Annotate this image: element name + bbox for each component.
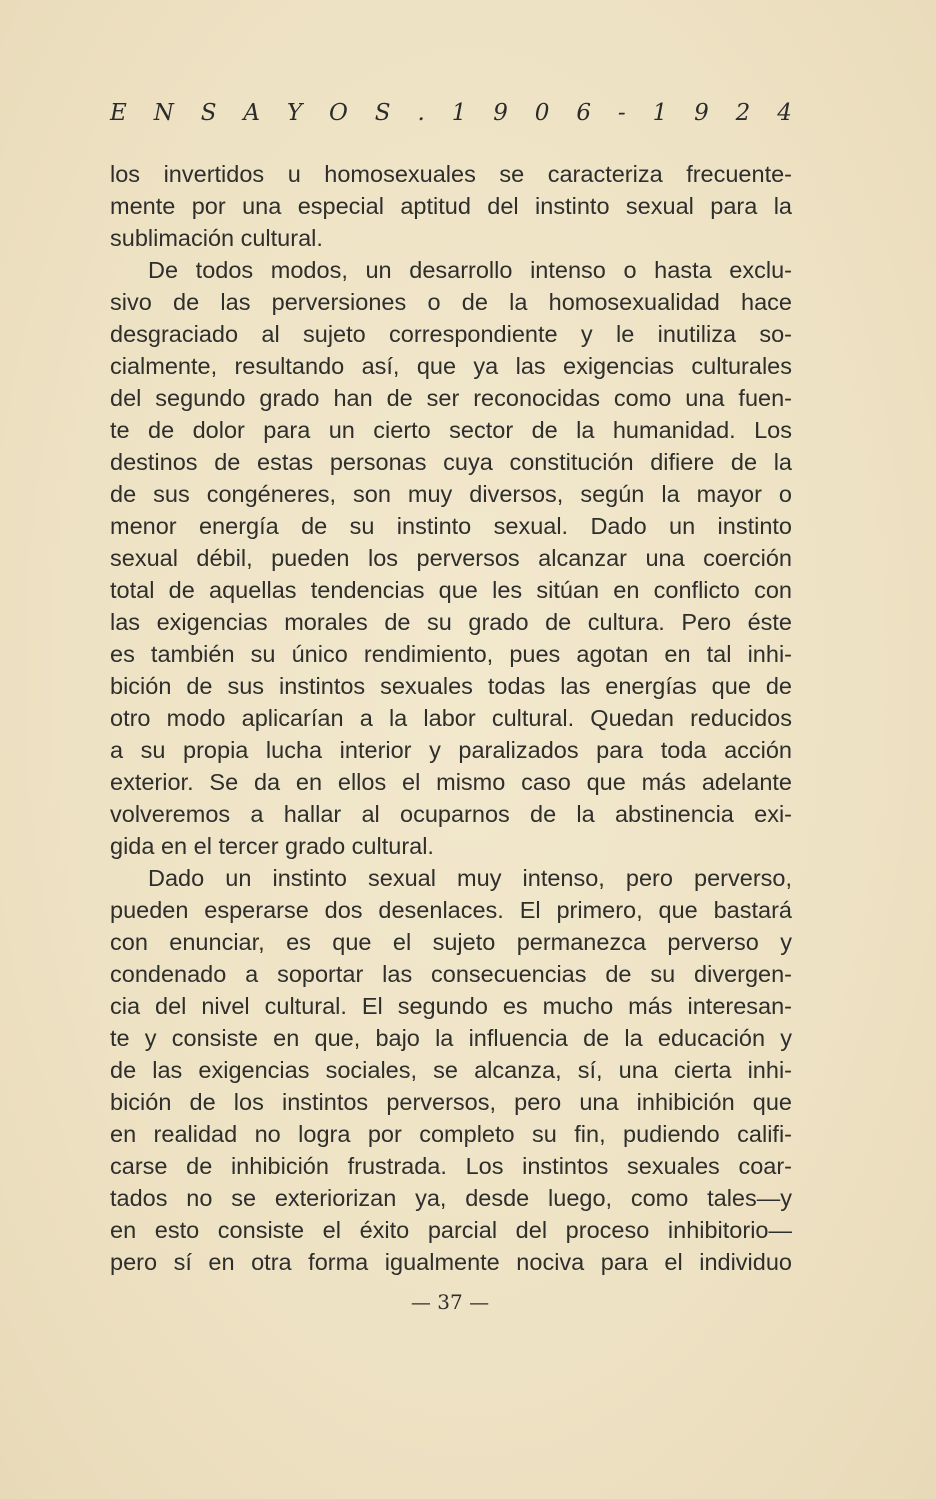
running-head-char: S xyxy=(374,100,391,126)
paragraph xyxy=(110,158,792,254)
running-head-char: 9 xyxy=(694,100,709,126)
text-line: otro modo aplicarían a la labor cultural. Quedan reducidos xyxy=(110,705,792,731)
running-head-char: 4 xyxy=(777,100,792,126)
running-head-char: Y xyxy=(286,100,303,126)
running-head-char: S xyxy=(200,100,217,126)
text-line: total de aquellas tendencias que les sitúan en conflicto con xyxy=(110,577,792,603)
text-line: destinos de estas personas cuya constitución difiere de la xyxy=(110,449,792,475)
text-line: desgraciado al sujeto correspondiente y le inutiliza so- xyxy=(110,321,792,347)
running-head-char: E xyxy=(110,100,127,126)
running-head-char: 0 xyxy=(534,100,550,126)
running-head-char: N xyxy=(153,100,174,126)
body-text xyxy=(110,158,792,1278)
text-line: exterior. Se da en ellos el mismo caso que más adelante xyxy=(110,769,792,795)
text-line: carse de inhibición frustrada. Los instintos sexuales coar- xyxy=(110,1153,792,1179)
text-line: mente por una especial aptitud del instinto sexual para la xyxy=(110,193,792,219)
text-line: condenado a soportar las consecuencias de su divergen- xyxy=(110,961,792,987)
text-line: a su propia lucha interior y paralizados para toda acción xyxy=(110,737,792,763)
text-line: cialmente, resultando así, que ya las exigencias culturales xyxy=(110,353,792,379)
text-line: es también su único rendimiento, pues agotan en tal inhi- xyxy=(110,641,792,667)
text-line: menor energía de su instinto sexual. Dado un instinto xyxy=(110,513,792,539)
text-line: en realidad no logra por completo su fin, pudiendo califi- xyxy=(110,1121,792,1147)
text-line: sublimación cultural. xyxy=(110,225,323,251)
text-line: sivo de las perversiones o de la homosexualidad hace xyxy=(110,289,792,315)
text-line: cia del nivel cultural. El segundo es mucho más interesan- xyxy=(110,993,792,1019)
running-head-char: 2 xyxy=(735,100,751,126)
text-line: pueden esperarse dos desenlaces. El primero, que bastará xyxy=(110,897,792,923)
text-line: los invertidos u homosexuales se caracteriza frecuente- xyxy=(110,161,792,187)
text-line: pero sí en otra forma igualmente nociva para el individuo xyxy=(110,1249,792,1275)
running-head-char: 6 xyxy=(576,100,591,126)
text-line: volveremos a hallar al ocuparnos de la abstinencia exi- xyxy=(110,801,792,827)
text-line: gida en el tercer grado cultural. xyxy=(110,833,434,859)
text-line: Dado un instinto sexual muy intenso, pero perverso, xyxy=(148,865,792,891)
text-line: sexual débil, pueden los perversos alcanzar una coerción xyxy=(110,545,792,571)
text-line: te de dolor para un cierto sector de la humanidad. Los xyxy=(110,417,792,443)
text-line: bición de los instintos perversos, pero una inhibición que xyxy=(110,1089,792,1115)
running-head-char: 1 xyxy=(451,100,467,126)
text-line: bición de sus instintos sexuales todas las energías que de xyxy=(110,673,792,699)
paragraph xyxy=(110,254,792,862)
running-head-char: 9 xyxy=(493,100,508,126)
text-line: te y consiste en que, bajo la influencia de la educación y xyxy=(110,1025,792,1051)
running-head-char: O xyxy=(329,100,348,126)
text-line: de sus congéneres, son muy diversos, según la mayor o xyxy=(110,481,792,507)
text-line: con enunciar, es que el sujeto permanezca perverso y xyxy=(110,929,792,955)
running-head-char: A xyxy=(243,100,261,126)
text-line: del segundo grado han de ser reconocidas como una fuen- xyxy=(110,385,792,411)
running-head-char: 1 xyxy=(652,100,668,126)
running-head xyxy=(110,100,792,126)
text-line: de las exigencias sociales, se alcanza, sí, una cierta inhi- xyxy=(110,1057,792,1083)
text-line: tados no se exteriorizan ya, desde luego, como tales—y xyxy=(110,1185,792,1211)
text-line: las exigencias morales de su grado de cultura. Pero éste xyxy=(110,609,792,635)
paragraph xyxy=(110,862,792,1278)
running-head-char: . xyxy=(417,100,425,126)
page-number: — 37 — xyxy=(410,1290,490,1314)
text-line: en esto consiste el éxito parcial del proceso inhibitorio— xyxy=(110,1217,792,1243)
text-line: De todos modos, un desarrollo intenso o hasta exclu- xyxy=(148,257,792,283)
running-head-char: - xyxy=(617,100,626,126)
